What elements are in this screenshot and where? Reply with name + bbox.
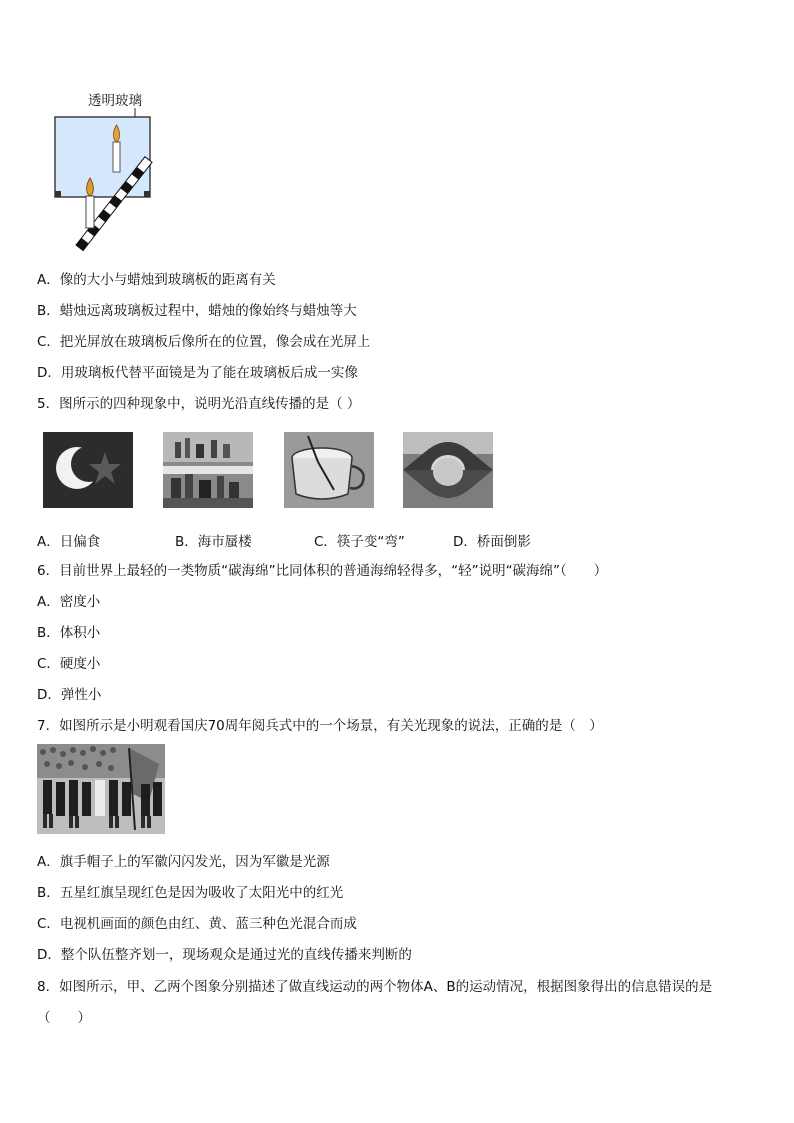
q7-option-c: C．电视机画面的颜色由红、黄、蓝三种色光混合而成 [37,916,357,932]
q7-stem: 7．如图所示是小明观看国庆70周年阅兵式中的一个场景，有关光现象的说法，正确的是（ ） [37,718,603,734]
bridge-reflection-photo [403,432,493,508]
q5-option-c: C．筷子变“弯” [314,534,405,550]
q5-stem: 5．图所示的四种现象中，说明光沿直线传播的是（ ） [37,396,361,412]
q7-option-b: B．五星红旗呈现红色是因为吸收了太阳光中的红光 [37,885,344,901]
q6-option-d: D．弹性小 [37,687,102,703]
mirage-photo [163,432,253,508]
q5-option-d: D．桥面倒影 [453,534,531,550]
parade-photo [37,744,165,834]
q4-option-d: D．用玻璃板代替平面镜是为了能在玻璃板后成一实像 [37,365,358,381]
q6-stem: 6．目前世界上最轻的一类物质“碳海绵”比同体积的普通海绵轻得多，“轻”说明“碳海绵”（ ） [37,563,608,579]
q5-option-a: A．日偏食 [37,534,101,550]
bent-chopsticks-photo [284,432,374,508]
glass-label: 透明玻璃 [88,93,142,109]
q4-option-a: A．像的大小与蜡烛到玻璃板的距离有关 [37,272,276,288]
q6-option-b: B．体积小 [37,625,101,641]
candle-mirror-figure [50,100,170,260]
q7-option-a: A．旗手帽子上的军徽闪闪发光，因为军徽是光源 [37,854,330,870]
q8-stem: 8．如图所示，甲、乙两个图象分别描述了做直线运动的两个物体A、B的运动情况，根据图象得出的信息错误的是 [37,979,713,995]
q6-option-a: A．密度小 [37,594,101,610]
solar-eclipse-photo [43,432,133,508]
q4-option-c: C．把光屏放在玻璃板后像所在的位置，像会成在光屏上 [37,334,371,350]
q8-stem-continued: （ ） [37,1010,91,1026]
q7-option-d: D．整个队伍整齐划一，现场观众是通过光的直线传播来判断的 [37,947,412,963]
q6-option-c: C．硬度小 [37,656,101,672]
q4-option-b: B．蜡烛远离玻璃板过程中，蜡烛的像始终与蜡烛等大 [37,303,357,319]
q5-option-b: B．海市蜃楼 [175,534,252,550]
